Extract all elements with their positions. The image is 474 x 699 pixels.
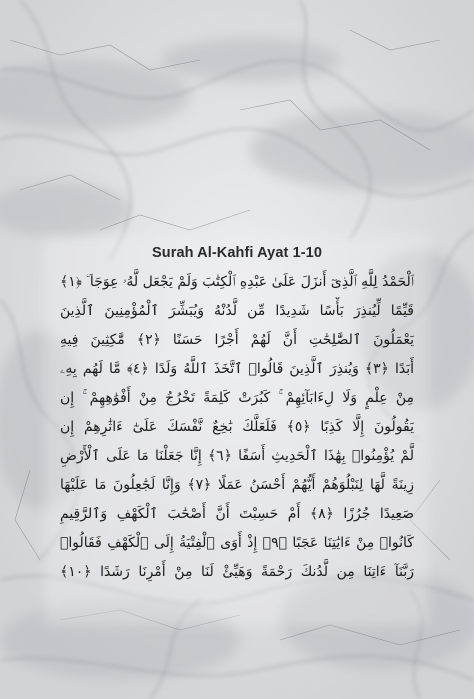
page-title: Surah Al-Kahfi Ayat 1-10 bbox=[152, 245, 322, 261]
verse-line: مِنْ عِلْمٍ وَلَا لِءَابَآئِهِمْ ۚ كَبُرَتْ كَلِمَةً تَخْرُجُ مِنْ أَفْوَٰهِهِمْ ۚ إِن bbox=[60, 390, 414, 406]
verse-line: صَعِيدًا جُرُزًا ﴿٨﴾ أَمْ حَسِبْتَ أَنَّ أَصْحَٰبَ ٱلْكَهْفِ وَٱلرَّقِيمِ bbox=[60, 506, 414, 522]
verse-line: لَّمْ يُؤْمِنُوا۟ بِهَٰذَا ٱلْحَدِيثِ أَسَفًا ﴿٦﴾ إِنَّا جَعَلْنَا مَا عَلَى ٱلْأَرْضِ bbox=[60, 448, 414, 464]
verse-line: أَبَدًا ﴿٣﴾ وَيُنذِرَ ٱلَّذِينَ قَالُوا۟ ٱتَّخَذَ ٱللَّهُ وَلَدًا ﴿٤﴾ مَّا لَهُم بِهِۦ bbox=[60, 361, 414, 377]
verse-line: قَيِّمًا لِّيُنذِرَ بَأْسًا شَدِيدًا مِّن لَّدُنْهُ وَيُبَشِّرَ ٱلْمُؤْمِنِينَ ٱلَّذِينَ bbox=[60, 303, 414, 319]
verse-line: رَبَّنَآ ءَاتِنَا مِن لَّدُنكَ رَحْمَةً وَهَيِّئْ لَنَا مِنْ أَمْرِنَا رَشَدًا ﴿١٠﴾ bbox=[60, 564, 414, 580]
verse-line: زِينَةً لَّهَا لِنَبْلُوَهُمْ أَيُّهُمْ أَحْسَنُ عَمَلًا ﴿٧﴾ وَإِنَّا لَجَٰعِلُونَ مَا عَلَيْهَا bbox=[60, 477, 414, 493]
verse-line: ٱلْحَمْدُ لِلَّهِ ٱلَّذِىٓ أَنزَلَ عَلَىٰ عَبْدِهِ ٱلْكِتَٰبَ وَلَمْ يَجْعَل لَّهُۥ عِوَجَا ۜ ﴿١﴾ bbox=[60, 274, 414, 290]
verse-line: كَانُوا۟ مِنْ ءَايَٰتِنَا عَجَبًا ﴿٩﴾ إِذْ أَوَى ٱلْفِتْيَةُ إِلَى ٱلْكَهْفِ فَقَالُوا۟ bbox=[60, 535, 414, 551]
verse-line: يَقُولُونَ إِلَّا كَذِبًا ﴿٥﴾ فَلَعَلَّكَ بَٰخِعٌ نَّفْسَكَ عَلَىٰٓ ءَاثَٰرِهِمْ إِن bbox=[60, 419, 414, 435]
verse-block bbox=[60, 268, 414, 587]
verse-line: يَعْمَلُونَ ٱلصَّٰلِحَٰتِ أَنَّ لَهُمْ أَجْرًا حَسَنًا ﴿٢﴾ مَّٰكِثِينَ فِيهِ bbox=[60, 332, 414, 348]
